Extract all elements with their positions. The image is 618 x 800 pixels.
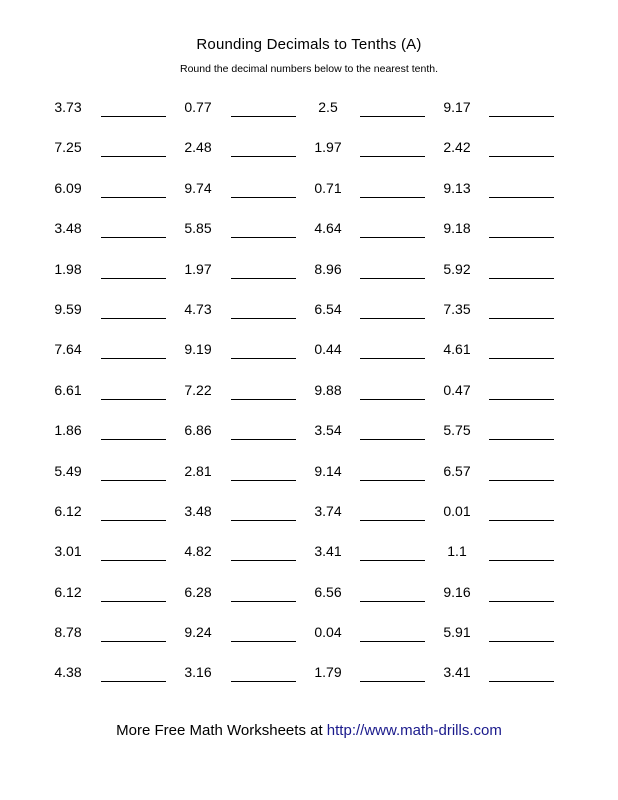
problem-number: 6.12 bbox=[54, 583, 82, 600]
answer-blank[interactable] bbox=[101, 278, 166, 279]
answer-blank[interactable] bbox=[489, 560, 554, 561]
problem-number: 4.38 bbox=[54, 664, 82, 681]
problem-number: 3.74 bbox=[314, 502, 342, 519]
answer-blank[interactable] bbox=[360, 399, 425, 400]
problem-number: 3.73 bbox=[54, 99, 82, 115]
answer-blank[interactable] bbox=[360, 156, 425, 157]
answer-blank[interactable] bbox=[101, 681, 166, 682]
problem-number: 5.49 bbox=[54, 462, 82, 479]
problem-row bbox=[0, 420, 618, 460]
answer-blank[interactable] bbox=[101, 641, 166, 642]
problem-number: 0.71 bbox=[314, 179, 342, 196]
problem-number: 6.28 bbox=[184, 583, 212, 600]
problem-number: 6.61 bbox=[54, 381, 82, 398]
footer bbox=[0, 722, 618, 739]
problem-number: 0.77 bbox=[184, 99, 212, 115]
answer-blank[interactable] bbox=[101, 197, 166, 198]
answer-blank[interactable] bbox=[101, 480, 166, 481]
answer-blank[interactable] bbox=[489, 681, 554, 682]
problem-number: 9.59 bbox=[54, 300, 82, 317]
answer-blank[interactable] bbox=[101, 520, 166, 521]
problem-number: 9.88 bbox=[314, 381, 342, 398]
problem-number: 5.75 bbox=[443, 422, 471, 439]
answer-blank[interactable] bbox=[231, 560, 296, 561]
problem-number: 8.96 bbox=[314, 260, 342, 277]
problem-number: 3.54 bbox=[314, 422, 342, 439]
answer-blank[interactable] bbox=[101, 439, 166, 440]
answer-blank[interactable] bbox=[231, 681, 296, 682]
answer-blank[interactable] bbox=[101, 116, 166, 117]
answer-blank[interactable] bbox=[489, 197, 554, 198]
answer-blank[interactable] bbox=[360, 560, 425, 561]
answer-blank[interactable] bbox=[360, 439, 425, 440]
answer-blank[interactable] bbox=[101, 318, 166, 319]
problem-number: 2.42 bbox=[443, 139, 471, 156]
answer-blank[interactable] bbox=[360, 318, 425, 319]
problem-number: 4.73 bbox=[184, 300, 212, 317]
problem-number: 9.16 bbox=[443, 583, 471, 600]
answer-blank[interactable] bbox=[360, 480, 425, 481]
answer-blank[interactable] bbox=[231, 237, 296, 238]
answer-blank[interactable] bbox=[231, 439, 296, 440]
answer-blank[interactable] bbox=[360, 197, 425, 198]
answer-blank[interactable] bbox=[231, 116, 296, 117]
problem-row bbox=[0, 178, 618, 218]
problem-number: 1.97 bbox=[184, 260, 212, 277]
problem-number: 9.74 bbox=[184, 179, 212, 196]
problem-number: 9.14 bbox=[314, 462, 342, 479]
problem-number: 1.1 bbox=[447, 543, 467, 560]
problem-row bbox=[0, 218, 618, 258]
problem-number: 8.78 bbox=[54, 624, 82, 641]
answer-blank[interactable] bbox=[101, 237, 166, 238]
answer-blank[interactable] bbox=[360, 601, 425, 602]
problem-number: 7.35 bbox=[443, 300, 471, 317]
answer-blank[interactable] bbox=[231, 197, 296, 198]
answer-blank[interactable] bbox=[489, 318, 554, 319]
problem-number: 0.47 bbox=[443, 381, 471, 398]
answer-blank[interactable] bbox=[489, 116, 554, 117]
problem-row bbox=[0, 541, 618, 581]
problem-row bbox=[0, 259, 618, 299]
problem-number: 6.54 bbox=[314, 300, 342, 317]
problem-number: 7.22 bbox=[184, 381, 212, 398]
problem-number: 1.97 bbox=[314, 139, 342, 156]
problem-number: 4.61 bbox=[443, 341, 471, 358]
answer-blank[interactable] bbox=[101, 560, 166, 561]
answer-blank[interactable] bbox=[489, 278, 554, 279]
problem-number: 4.64 bbox=[314, 220, 342, 237]
problem-number: 3.01 bbox=[54, 543, 82, 560]
answer-blank[interactable] bbox=[360, 116, 425, 117]
answer-blank[interactable] bbox=[231, 358, 296, 359]
problem-number: 5.91 bbox=[443, 624, 471, 641]
problem-number: 9.18 bbox=[443, 220, 471, 237]
answer-blank[interactable] bbox=[101, 601, 166, 602]
answer-blank[interactable] bbox=[360, 278, 425, 279]
problem-number: 3.16 bbox=[184, 664, 212, 681]
problem-number: 9.19 bbox=[184, 341, 212, 358]
answer-blank[interactable] bbox=[489, 237, 554, 238]
answer-blank[interactable] bbox=[231, 318, 296, 319]
problem-number: 9.24 bbox=[184, 624, 212, 641]
problem-number: 2.5 bbox=[318, 99, 338, 115]
problem-row bbox=[0, 339, 618, 379]
answer-blank[interactable] bbox=[489, 439, 554, 440]
answer-blank[interactable] bbox=[360, 681, 425, 682]
problem-number: 5.92 bbox=[443, 260, 471, 277]
answer-blank[interactable] bbox=[101, 156, 166, 157]
problem-number: 0.44 bbox=[314, 341, 342, 358]
answer-blank[interactable] bbox=[231, 641, 296, 642]
problem-number: 1.86 bbox=[54, 422, 82, 439]
problem-number: 3.48 bbox=[54, 220, 82, 237]
problem-row bbox=[0, 582, 618, 622]
footer-link[interactable]: http://www.math-drills.com bbox=[326, 722, 502, 739]
problem-number: 9.13 bbox=[443, 179, 471, 196]
problem-number: 6.12 bbox=[54, 502, 82, 519]
worksheet-title: Rounding Decimals to Tenths (A) bbox=[196, 36, 422, 53]
problem-grid bbox=[0, 97, 618, 703]
problem-number: 3.41 bbox=[443, 664, 471, 681]
worksheet-instructions: Round the decimal numbers below to the nearest tenth. bbox=[180, 63, 438, 75]
problem-row bbox=[0, 501, 618, 541]
problem-number: 1.98 bbox=[54, 260, 82, 277]
answer-blank[interactable] bbox=[231, 480, 296, 481]
answer-blank[interactable] bbox=[360, 520, 425, 521]
answer-blank[interactable] bbox=[231, 278, 296, 279]
answer-blank[interactable] bbox=[231, 520, 296, 521]
problem-number: 6.86 bbox=[184, 422, 212, 439]
problem-row bbox=[0, 97, 618, 137]
problem-number: 4.82 bbox=[184, 543, 212, 560]
problem-number: 6.57 bbox=[443, 462, 471, 479]
problem-number: 0.04 bbox=[314, 624, 342, 641]
answer-blank[interactable] bbox=[101, 399, 166, 400]
problem-row bbox=[0, 299, 618, 339]
problem-number: 7.64 bbox=[54, 341, 82, 358]
answer-blank[interactable] bbox=[489, 601, 554, 602]
problem-number: 5.85 bbox=[184, 220, 212, 237]
problem-row bbox=[0, 622, 618, 662]
problem-row bbox=[0, 137, 618, 177]
answer-blank[interactable] bbox=[231, 399, 296, 400]
answer-blank[interactable] bbox=[489, 399, 554, 400]
problem-number: 7.25 bbox=[54, 139, 82, 156]
problem-number: 3.48 bbox=[184, 502, 212, 519]
problem-row bbox=[0, 662, 618, 702]
problem-number: 2.81 bbox=[184, 462, 212, 479]
answer-blank[interactable] bbox=[489, 520, 554, 521]
problem-number: 0.01 bbox=[443, 502, 471, 519]
answer-blank[interactable] bbox=[489, 480, 554, 481]
problem-number: 9.17 bbox=[443, 99, 471, 115]
answer-blank[interactable] bbox=[231, 601, 296, 602]
problem-number: 6.56 bbox=[314, 583, 342, 600]
answer-blank[interactable] bbox=[360, 358, 425, 359]
answer-blank[interactable] bbox=[360, 641, 425, 642]
problem-number: 6.09 bbox=[54, 179, 82, 196]
problem-number: 3.41 bbox=[314, 543, 342, 560]
problem-number: 1.79 bbox=[314, 664, 342, 681]
problem-number: 2.48 bbox=[184, 139, 212, 156]
footer-text: More Free Math Worksheets at bbox=[116, 722, 327, 739]
answer-blank[interactable] bbox=[101, 358, 166, 359]
answer-blank[interactable] bbox=[489, 358, 554, 359]
answer-blank[interactable] bbox=[360, 237, 425, 238]
answer-blank[interactable] bbox=[231, 156, 296, 157]
answer-blank[interactable] bbox=[489, 156, 554, 157]
problem-row bbox=[0, 380, 618, 420]
problem-row bbox=[0, 461, 618, 501]
answer-blank[interactable] bbox=[489, 641, 554, 642]
